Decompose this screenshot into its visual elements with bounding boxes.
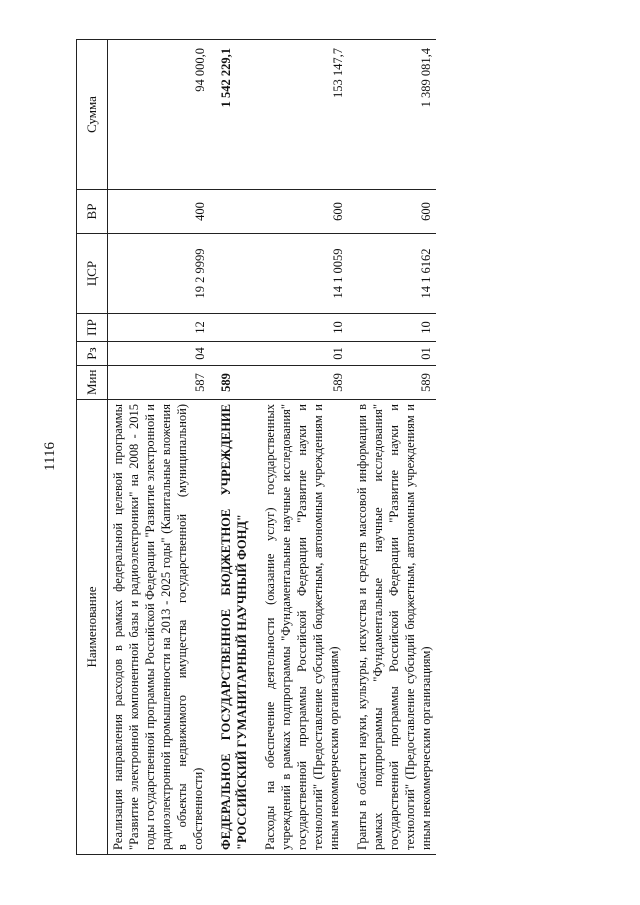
- row-pr: [210, 314, 256, 342]
- row-min: 587: [108, 366, 211, 400]
- row-sum: 1 542 229,1: [210, 40, 256, 190]
- row-vr: 400: [108, 190, 211, 234]
- row-name: ФЕДЕРАЛЬНОЕ ГОСУДАРСТВЕННОЕ БЮДЖЕТНОЕ УЧРЕЖДЕНИЕ "РОССИЙСКИЙ ГУМАНИТАРНЫЙ НАУЧНЫЙ ФОНД": [210, 400, 256, 855]
- row-csr: 19 2 9999: [108, 234, 211, 314]
- row-rz: [210, 342, 256, 366]
- row-rz: 01: [348, 342, 436, 366]
- row-csr: 14 1 6162: [348, 234, 436, 314]
- row-min: 589: [210, 366, 256, 400]
- row-min: 589: [348, 366, 436, 400]
- header-sum: Сумма: [77, 40, 108, 190]
- rotated-page-content: [76, 40, 616, 855]
- row-sum: 1 389 081,4: [348, 40, 436, 190]
- row-name: Гранты в области науки, культуры, искусства и средств массовой информации в рамках подпрограммы "Фундаментальные научные исследования" государственной программы Российской Федерации "Развитие науки и технологий" (Предоставление субсидий бюджетным, автономным учреждениям и иным некоммерческим организациям): [348, 400, 436, 855]
- budget-table: [76, 39, 436, 855]
- header-min: Мин: [77, 366, 108, 400]
- row-rz: 04: [108, 342, 211, 366]
- header-pr: ПР: [77, 314, 108, 342]
- row-pr: 12: [108, 314, 211, 342]
- row-name: Реализация направления расходов в рамках федеральной целевой программы "Развитие электронной компонентной базы и радиоэлектроники" на 2008 - 2015 годы государственной программы Российской Федерации "Развитие электронной и радиоэлектронной промышленности на 2013 - 2025 годы" (Капитальные вложения в объекты недвижимого имущества государственной (муниципальной) собственности): [108, 400, 211, 855]
- row-min: 589: [256, 366, 348, 400]
- table-row: [108, 40, 211, 855]
- header-csr: ЦСР: [77, 234, 108, 314]
- row-sum: 94 000,0: [108, 40, 211, 190]
- header-rz: Рз: [77, 342, 108, 366]
- row-vr: 600: [256, 190, 348, 234]
- row-pr: 10: [348, 314, 436, 342]
- row-csr: 14 1 0059: [256, 234, 348, 314]
- row-vr: [210, 190, 256, 234]
- table-row: [256, 40, 348, 855]
- row-rz: 01: [256, 342, 348, 366]
- header-name: Наименование: [77, 400, 108, 855]
- table-row: [210, 40, 256, 855]
- row-name: Расходы на обеспечение деятельности (оказание услуг) государственных учреждений в рамках подпрограммы "Фундаментальные научные исследования" государственной программы Российской Федерации "Развитие науки и технологий" (Предоставление субсидий бюджетным, автономным учреждениям и иным некоммерческим организациям): [256, 400, 348, 855]
- row-vr: 600: [348, 190, 436, 234]
- row-sum: 153 147,7: [256, 40, 348, 190]
- row-pr: 10: [256, 314, 348, 342]
- page-number-text: 1116: [41, 441, 58, 471]
- table-row: [348, 40, 436, 855]
- page-number: [36, 436, 64, 476]
- row-csr: [210, 234, 256, 314]
- table-header-row: [77, 40, 108, 855]
- header-vr: ВР: [77, 190, 108, 234]
